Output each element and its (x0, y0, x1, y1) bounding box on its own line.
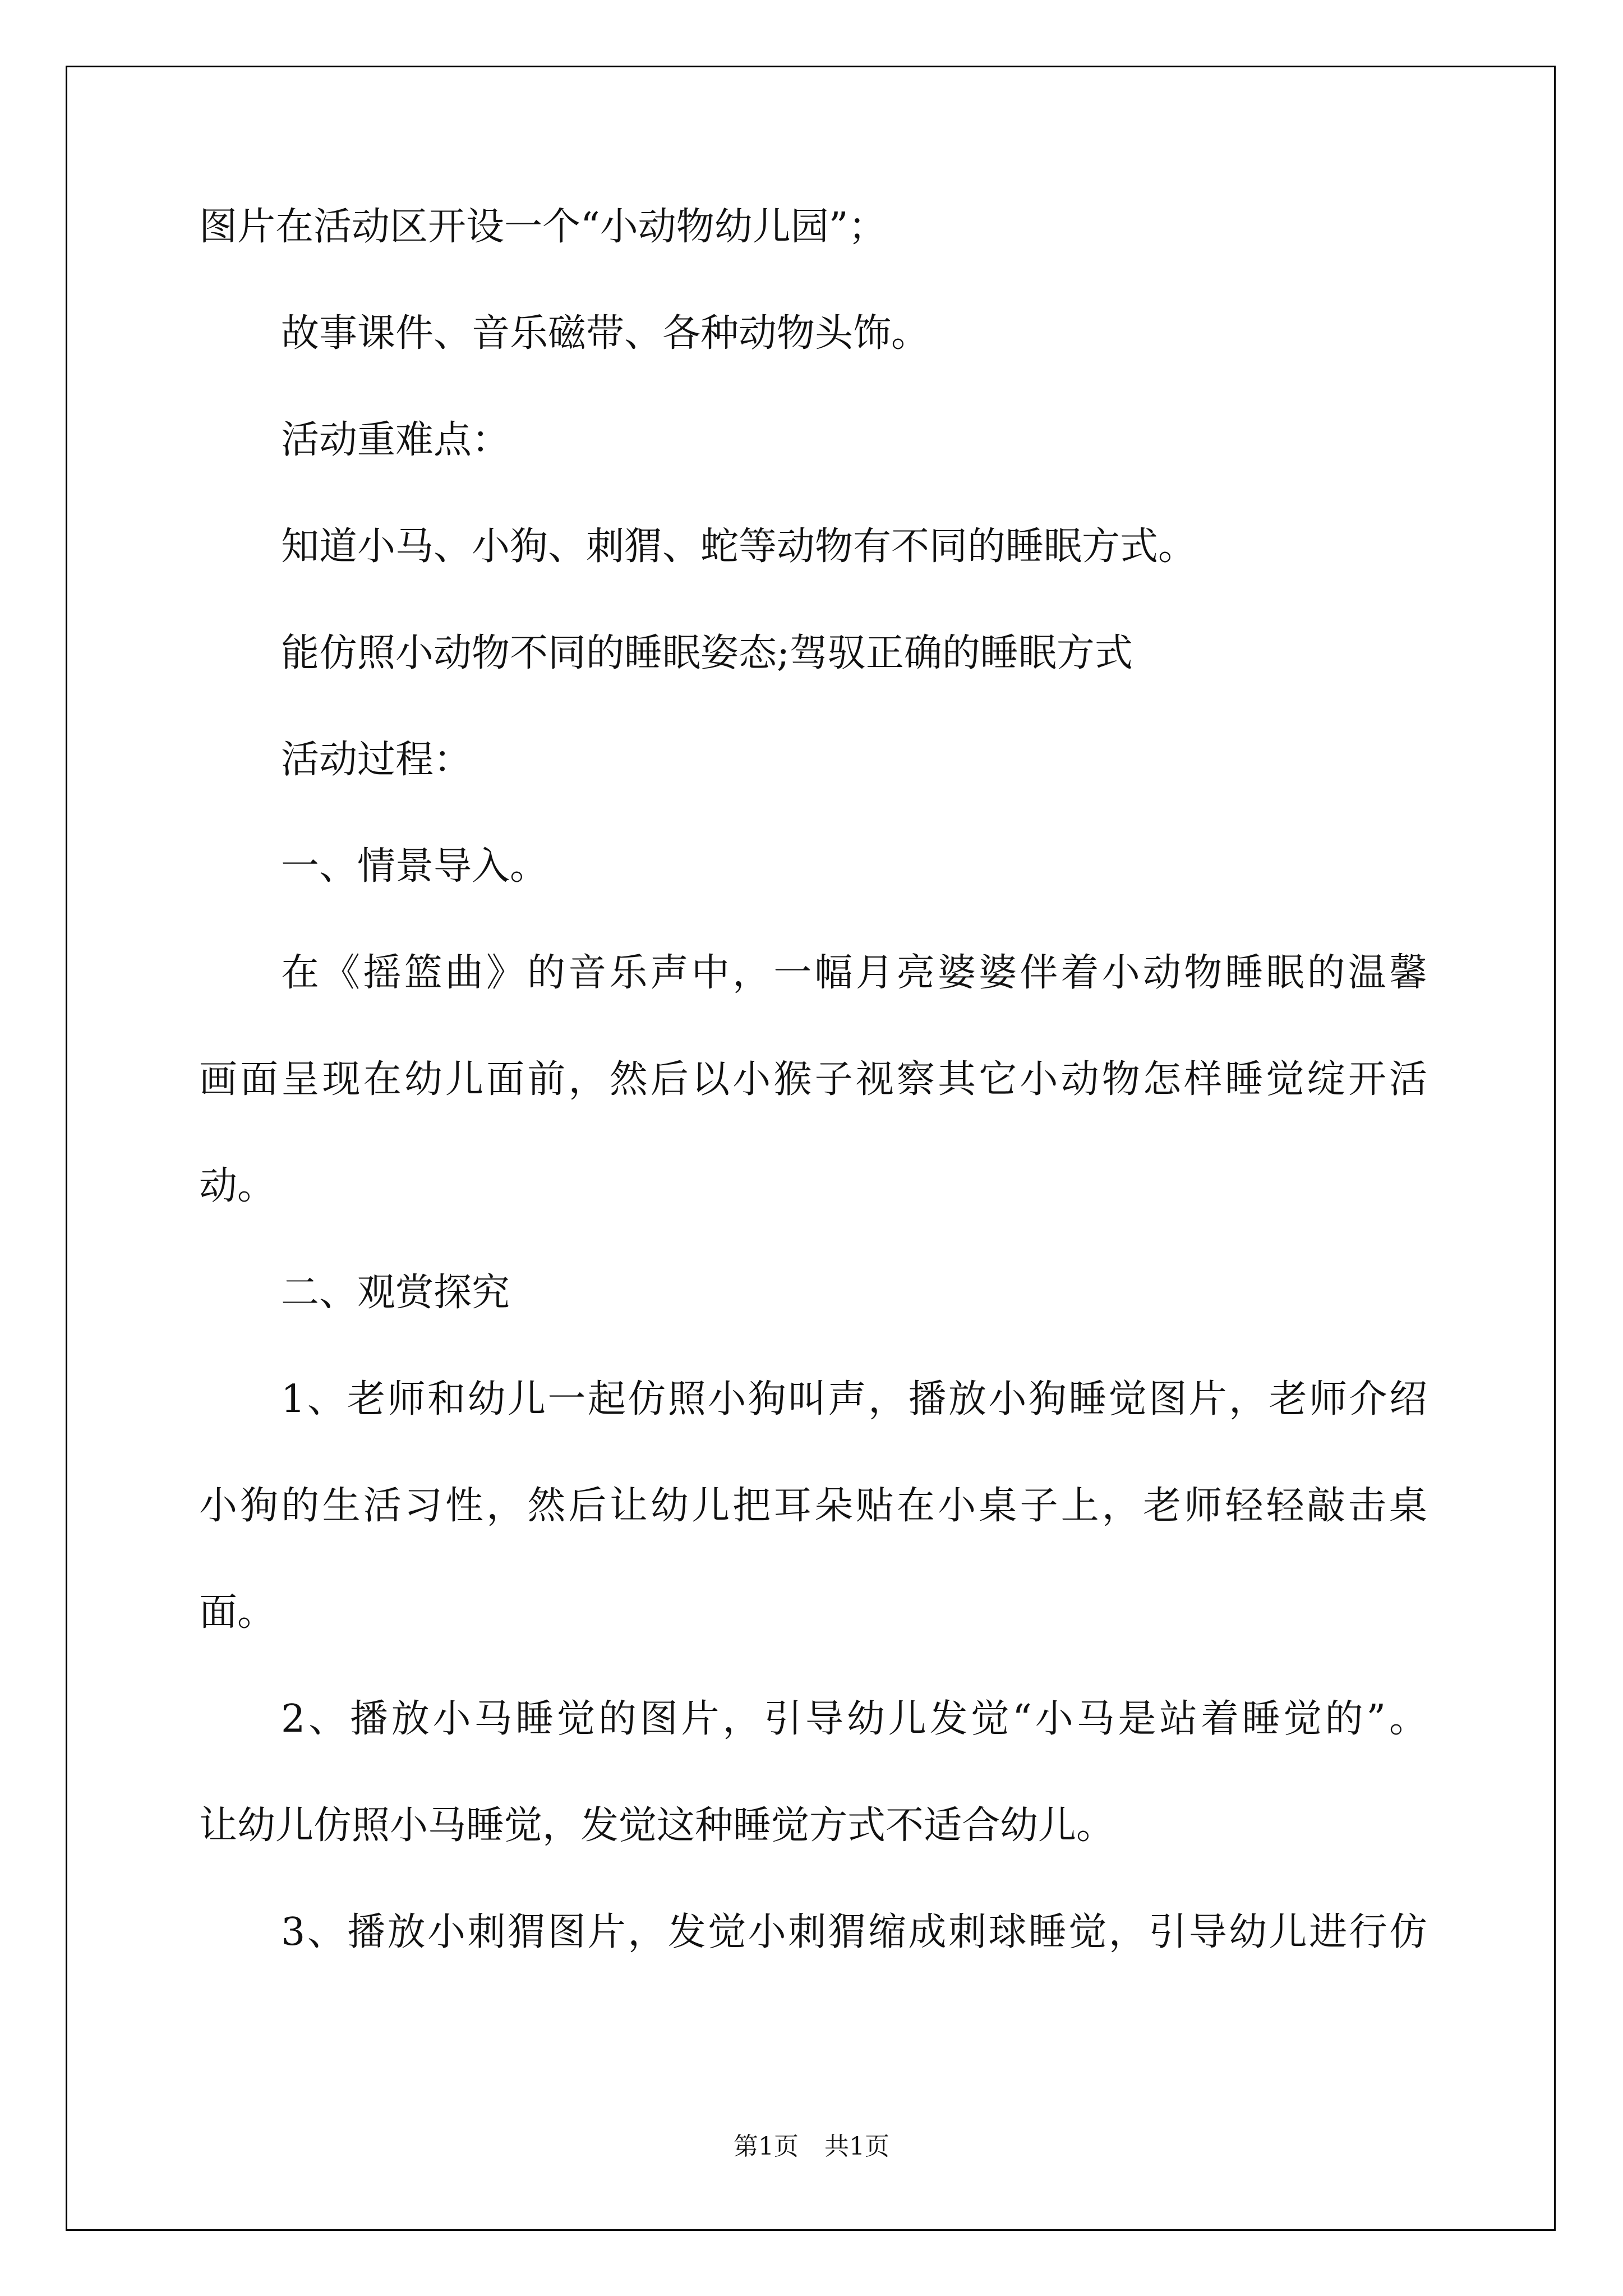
text-line: 故事课件、音乐磁带、各种动物头饰。 (281, 311, 930, 356)
text-line: 面。 (199, 1590, 276, 1635)
text-line: 动。 (199, 1164, 276, 1208)
page-border (66, 66, 1556, 2231)
page-footer (0, 2126, 1623, 2162)
text-line: 二、观赏探究 (281, 1271, 510, 1315)
text-line: 画面呈现在幼儿面前，然后以小猴子视察其它小动物怎样睡觉绽开活 (199, 1057, 1427, 1102)
text-line: 让幼儿仿照小马睡觉，发觉这种睡觉方式不适合幼儿。 (199, 1803, 1115, 1848)
text-line: 活动过程： (281, 738, 472, 782)
text-line: 2、播放小马睡觉的图片，引导幼儿发觉“小马是站着睡觉的”。 (281, 1697, 1427, 1741)
text-line: 能仿照小动物不同的睡眠姿态;驾驭正确的睡眠方式 (281, 631, 1133, 675)
text-line: 3、播放小刺猬图片，发觉小刺猬缩成刺球睡觉，引导幼儿进行仿 (281, 1910, 1427, 1954)
text-line: 在《摇篮曲》的音乐声中，一幅月亮婆婆伴着小动物睡眠的温馨 (281, 951, 1427, 995)
text-line: 1、老师和幼儿一起仿照小狗叫声，播放小狗睡觉图片，老师介绍 (281, 1377, 1427, 1421)
text-line: 活动重难点： (281, 418, 510, 462)
text-line: 一、情景导入。 (281, 844, 548, 889)
text-line: 知道小马、小狗、刺猬、蛇等动物有不同的睡眠方式。 (281, 524, 1197, 569)
text-line: 小狗的生活习性，然后让幼儿把耳朵贴在小桌子上，老师轻轻敲击桌 (199, 1484, 1427, 1528)
text-line: 图片在活动区开设一个“小动物幼儿园”； (199, 205, 887, 249)
page-total: 共1页 (824, 2132, 889, 2161)
page-number: 第1页 (734, 2132, 799, 2161)
